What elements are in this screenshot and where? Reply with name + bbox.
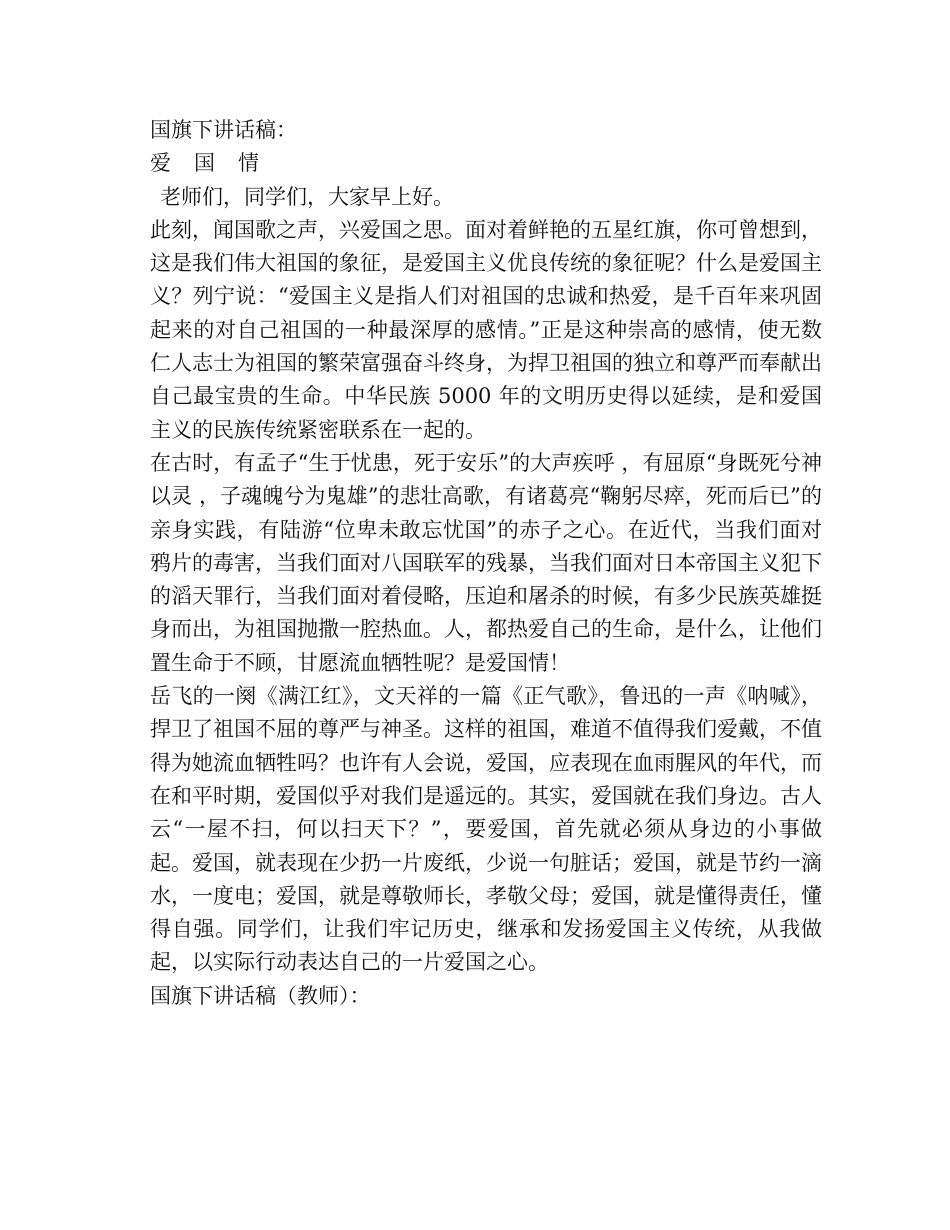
speech-title: 爱 国 情 (150, 151, 260, 176)
document-body (138, 114, 822, 1013)
body-paragraph: 岳飞的一阕《满江红》，文天祥的一篇《正气歌》，鲁迅的一声《呐喊》，捍卫了祖国不屈的尊严与神圣。这样的祖国，难道不值得我们爱戴，不值得为她流血牺牲吗？也许有人会说，爱国，应表现在血雨腥风的年代，而在和平时期，爱国似乎对我们是遥远的。其实，爱国就在我们身边。古人云“一屋不扫，何以扫天下？”，要爱国，首先就必须从身边的小事做起。爱国，就表现在少扔一片废纸，少说一句脏话；爱国，就是节约一滴水，一度电；爱国，就是尊敬师长，孝敬父母；爱国，就是懂得责任，懂得自强。同学们，让我们牢记历史，继承和发扬爱国主义传统，从我做起，以实际行动表达自己的一片爱国之心。 (150, 684, 822, 975)
greeting-paragraph: 老师们，同学们，大家早上好。 (160, 184, 454, 209)
body-paragraph: 此刻，闻国歌之声，兴爱国之思。面对着鲜艳的五星红旗，你可曾想到，这是我们伟大祖国的象征，是爱国主义优良传统的象征呢？什么是爱国主义？列宁说：“爱国主义是指人们对祖国的忠诚和热爱，是千百年来巩固起来的对自己祖国的一种最深厚的感情。”正是这种崇高的感情，使无数仁人志士为祖国的繁荣富强奋斗终身，为捍卫祖国的独立和尊严而奉献出自己最宝贵的生命。中华民族 5000 年的文明历史得以延续，是和爱国主义的民族传统紧密联系在一起的。 (150, 217, 822, 442)
footer-heading: 国旗下讲话稿（教师）： (150, 983, 371, 1008)
body-paragraph: 在古时，有孟子“生于忧患，死于安乐”的大声疾呼 ，有屈原“身既死兮神以灵 ，子魂魄兮为鬼雄”的悲壮高歌，有诸葛亮“鞠躬尽瘁，死而后已”的亲身实践，有陆游“位卑未敢忘忧国”的赤子之心。在近代，当我们面对鸦片的毒害，当我们面对八国联军的残暴，当我们面对日本帝国主义犯下的滔天罪行，当我们面对着侵略，压迫和屠杀的时候，有多少民族英雄挺身而出，为祖国抛撒一腔热血。人，都热爱自己的生命，是什么，让他们置生命于不顾，甘愿流血牺牲呢？是爱国情！ (150, 450, 822, 675)
document-heading: 国旗下讲话稿： (150, 118, 297, 142)
